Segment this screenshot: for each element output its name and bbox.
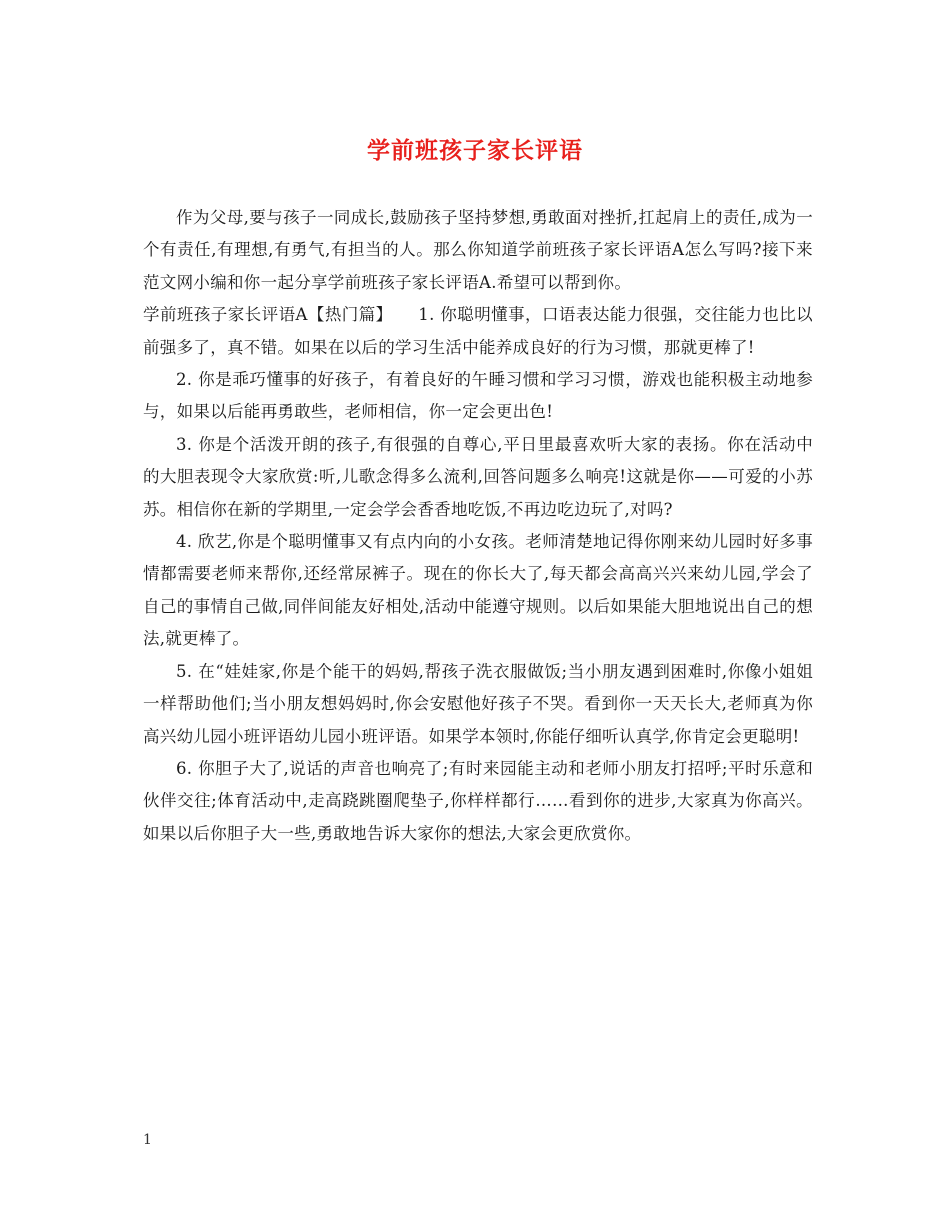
paragraph-item-4: 4. 欣艺,你是个聪明懂事又有点内向的小女孩。老师清楚地记得你刚来幼儿园时好多事情都需要老师来帮你,还经常尿裤子。现在的你长大了,每天都会高高兴兴来幼儿园,学会了自己的事情自己做,同伴间能友好相处,活动中能遵守规则。以后如果能大胆地说出自己的想法,就更棒了。 [143, 532, 813, 649]
document-title: 学前班孩子家长评语 [367, 137, 583, 164]
paragraph-intro: 作为父母,要与孩子一同成长,鼓励孩子坚持梦想,勇敢面对挫折,扛起肩上的责任,成为一个有责任,有理想,有勇气,有担当的人。那么你知道学前班孩子家长评语A怎么写吗?接下来范文网小编和你一起分享学前班孩子家长评语A.希望可以帮到你。 [143, 208, 813, 292]
paragraph-item-2: 2. 你是乖巧懂事的好孩子，有着良好的午睡习惯和学习习惯，游戏也能积极主动地参与，如果以后能再勇敢些，老师相信，你一定会更出色! [143, 370, 813, 422]
paragraph-item-3: 3. 你是个活泼开朗的孩子,有很强的自尊心,平日里最喜欢听大家的表扬。你在活动中的大胆表现令大家欣赏:听,儿歌念得多么流利,回答问题多么响亮!这就是你——可爱的小苏苏。相信你在新的学期里,一定会学会香香地吃饭,不再边吃边玩了,对吗? [143, 434, 813, 519]
paragraph-item-6: 6. 你胆子大了,说话的声音也响亮了;有时来园能主动和老师小朋友打招呼;平时乐意和伙伴交往;体育活动中,走高跷跳圈爬垫子,你样样都行……看到你的进步,大家真为你高兴。如果以后你胆子大一些,勇敢地告诉大家你的想法,大家会更欣赏你。 [143, 758, 813, 843]
paragraph-item-5: 5. 在“娃娃家,你是个能干的妈妈,帮孩子洗衣服做饭;当小朋友遇到困难时,你像小姐姐一样帮助他们;当小朋友想妈妈时,你会安慰他好孩子不哭。看到你一天天长大,老师真为你高兴幼儿园小班评语幼儿园小班评语。如果学本领时,你能仔细听认真学,你肯定会更聪明! [143, 661, 813, 746]
paragraph-section-heading-item-1: 学前班孩子家长评语A【热门篇】 1. 你聪明懂事，口语表达能力很强，交往能力也比以前强多了，真不错。如果在以后的学习生活中能养成良好的行为习惯，那就更棒了! [143, 305, 813, 357]
document-body [143, 202, 813, 850]
page-number: 1 [143, 1132, 152, 1148]
